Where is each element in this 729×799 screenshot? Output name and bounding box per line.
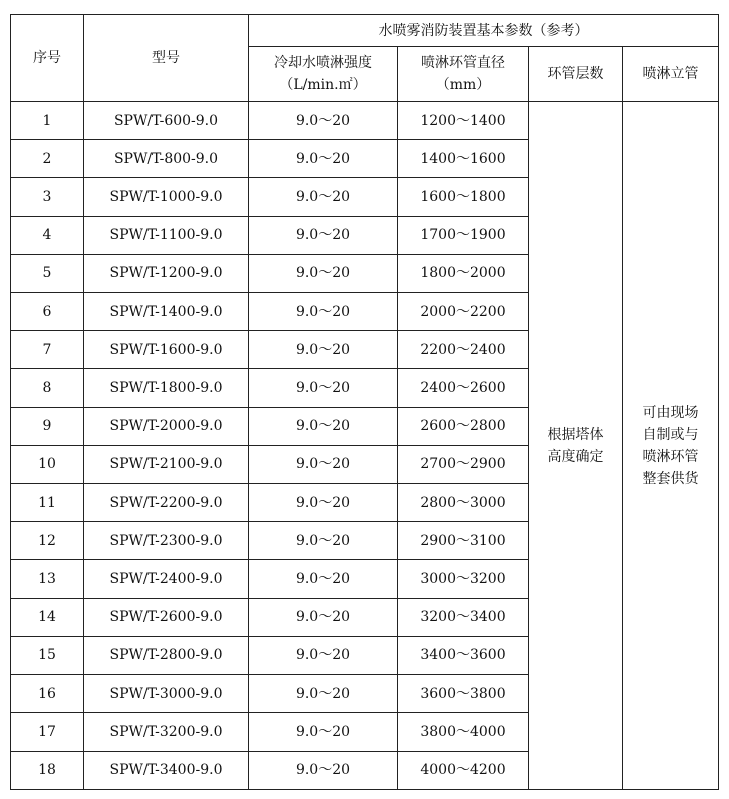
cell-diameter: 3200～3400 [398,598,529,636]
cell-diameter: 2900～3100 [398,522,529,560]
cell-intensity: 9.0～20 [249,484,398,522]
cell-seq: 12 [11,522,84,560]
cell-diameter: 1700～1900 [398,216,529,254]
cell-seq: 8 [11,369,84,407]
cell-intensity: 9.0～20 [249,713,398,751]
cell-intensity: 9.0～20 [249,675,398,713]
cell-model: SPW/T-2300-9.0 [84,522,249,560]
cell-seq: 18 [11,751,84,790]
cell-seq: 13 [11,560,84,598]
cell-model: SPW/T-800-9.0 [84,140,249,178]
header-intensity-line2: （L/min.㎡） [279,77,367,94]
header-riser: 喷淋立管 [623,47,719,102]
cell-riser-merged [623,102,719,790]
cell-seq: 11 [11,484,84,522]
cell-intensity: 9.0～20 [249,560,398,598]
cell-diameter: 2700～2900 [398,445,529,483]
header-diameter [398,47,529,102]
cell-diameter: 1200～1400 [398,102,529,140]
cell-diameter: 2600～2800 [398,407,529,445]
cell-diameter: 3800～4000 [398,713,529,751]
cell-seq: 16 [11,675,84,713]
cell-diameter: 3600～3800 [398,675,529,713]
header-seq: 序号 [11,15,84,102]
riser-text-line: 可由现场 [642,404,699,421]
riser-text-line: 整套供货 [642,470,699,487]
cell-intensity: 9.0～20 [249,522,398,560]
layers-text-line: 高度确定 [547,448,604,465]
cell-seq: 4 [11,216,84,254]
cell-intensity: 9.0～20 [249,445,398,483]
cell-model: SPW/T-1000-9.0 [84,178,249,216]
cell-seq: 2 [11,140,84,178]
cell-diameter: 3400～3600 [398,636,529,674]
cell-model: SPW/T-3200-9.0 [84,713,249,751]
cell-seq: 15 [11,636,84,674]
layers-text-line: 根据塔体 [547,426,604,443]
cell-diameter: 1800～2000 [398,254,529,292]
cell-model: SPW/T-2400-9.0 [84,560,249,598]
cell-model: SPW/T-1100-9.0 [84,216,249,254]
cell-seq: 14 [11,598,84,636]
header-layers: 环管层数 [529,47,623,102]
cell-model: SPW/T-2100-9.0 [84,445,249,483]
cell-diameter: 1400～1600 [398,140,529,178]
cell-model: SPW/T-2200-9.0 [84,484,249,522]
cell-model: SPW/T-3400-9.0 [84,751,249,790]
cell-model: SPW/T-2000-9.0 [84,407,249,445]
cell-diameter: 2000～2200 [398,293,529,331]
cell-model: SPW/T-1600-9.0 [84,331,249,369]
cell-intensity: 9.0～20 [249,751,398,790]
cell-diameter: 2200～2400 [398,331,529,369]
header-row-1 [11,15,719,47]
header-intensity [249,47,398,102]
cell-model: SPW/T-2800-9.0 [84,636,249,674]
cell-model: SPW/T-3000-9.0 [84,675,249,713]
cell-seq: 5 [11,254,84,292]
header-model: 型号 [84,15,249,102]
cell-intensity: 9.0～20 [249,407,398,445]
cell-diameter: 2800～3000 [398,484,529,522]
cell-diameter: 3000～3200 [398,560,529,598]
cell-seq: 9 [11,407,84,445]
cell-layers-merged [529,102,623,790]
cell-model: SPW/T-1200-9.0 [84,254,249,292]
cell-intensity: 9.0～20 [249,598,398,636]
cell-model: SPW/T-2600-9.0 [84,598,249,636]
cell-intensity: 9.0～20 [249,216,398,254]
cell-diameter: 4000～4200 [398,751,529,790]
cell-intensity: 9.0～20 [249,293,398,331]
parameter-table [10,14,719,790]
cell-seq: 7 [11,331,84,369]
header-intensity-line1: 冷却水喷淋强度 [274,55,372,72]
header-group-title: 水喷雾消防装置基本参数（参考） [249,15,719,47]
cell-intensity: 9.0～20 [249,636,398,674]
cell-intensity: 9.0～20 [249,178,398,216]
cell-seq: 1 [11,102,84,140]
cell-model: SPW/T-600-9.0 [84,102,249,140]
cell-seq: 10 [11,445,84,483]
table-row [11,102,719,140]
cell-seq: 6 [11,293,84,331]
cell-intensity: 9.0～20 [249,102,398,140]
header-diameter-line1: 喷淋环管直径 [421,55,505,72]
cell-diameter: 1600～1800 [398,178,529,216]
cell-intensity: 9.0～20 [249,254,398,292]
riser-text-line: 喷淋环管 [642,448,699,465]
header-diameter-line2: （mm） [435,77,491,94]
cell-intensity: 9.0～20 [249,369,398,407]
cell-seq: 17 [11,713,84,751]
cell-intensity: 9.0～20 [249,331,398,369]
riser-text-line: 自制或与 [642,426,699,443]
cell-intensity: 9.0～20 [249,140,398,178]
cell-seq: 3 [11,178,84,216]
cell-model: SPW/T-1800-9.0 [84,369,249,407]
cell-model: SPW/T-1400-9.0 [84,293,249,331]
cell-diameter: 2400～2600 [398,369,529,407]
